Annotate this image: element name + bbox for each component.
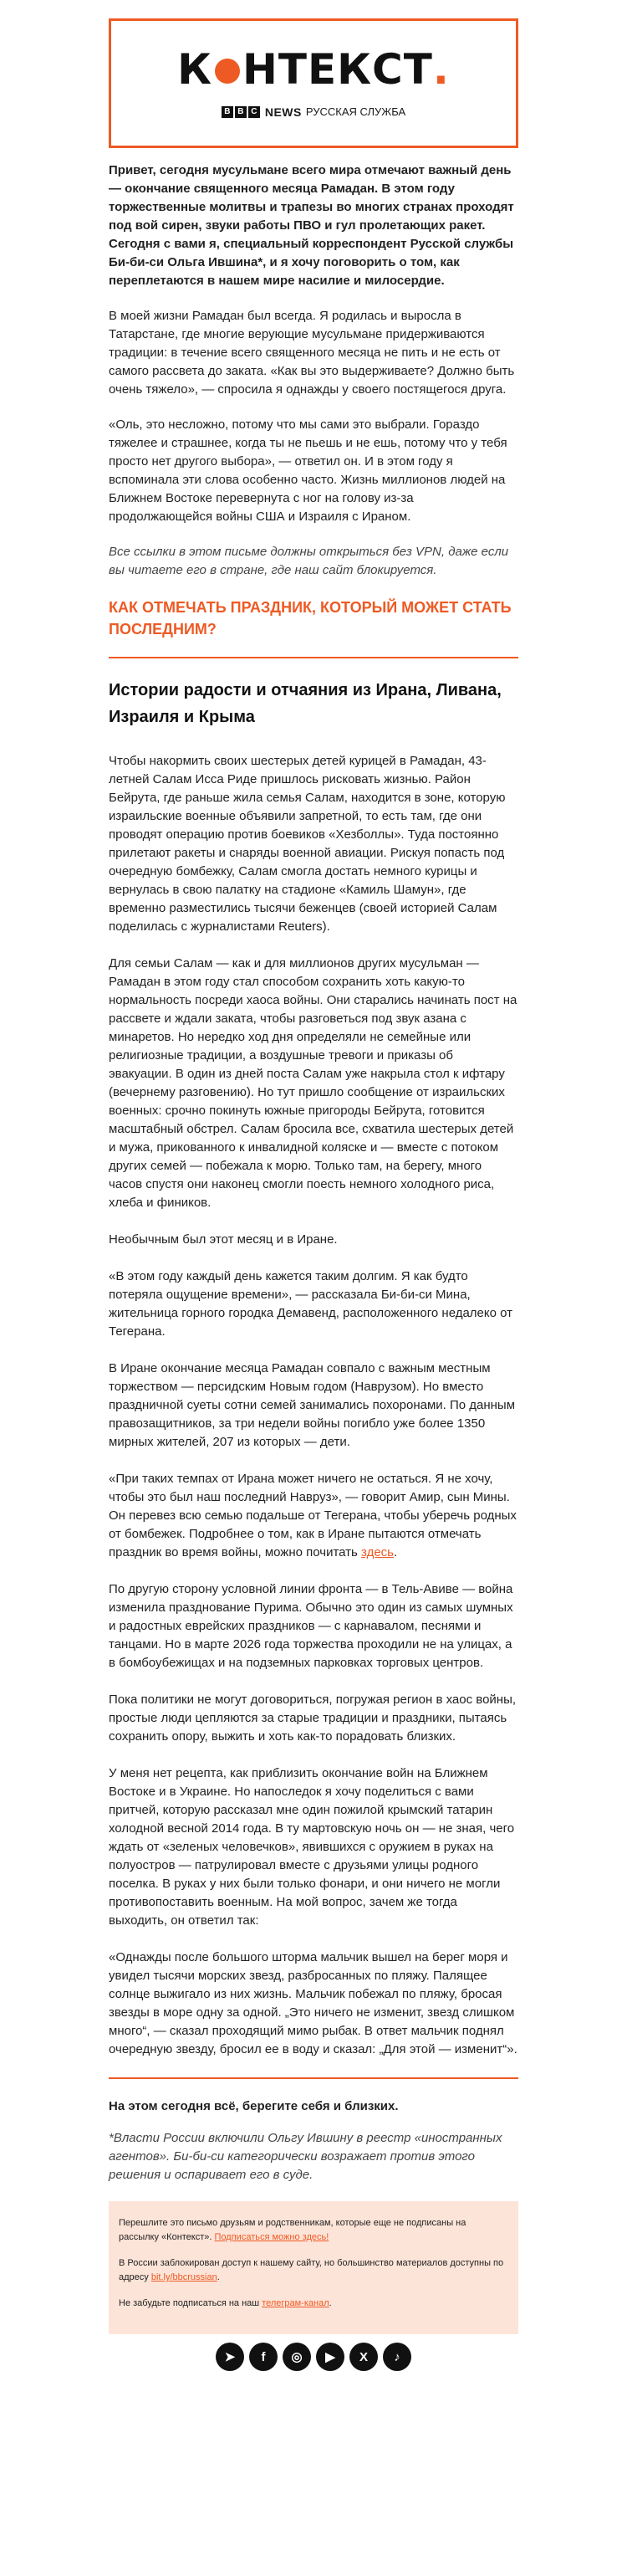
amir-quote-text: «При таких темпах от Ирана может ничего не остаться. Я не хочу, чтобы это был наш последний Навруз», — говорит Амир, сын Мины. Он перевез всю семью подальше от Тегерана, чтобы уберечь родных от бомбежек. Подробнее о том, как в Иране пытаются отмечать праздник во время войны, можно почитать — [109, 1472, 517, 1559]
cta-headline-link[interactable]: КАК ОТМЕЧАТЬ ПРАЗДНИК, КОТОРЫЙ МОЖЕТ СТАТЬ ПОСЛЕДНИМ? — [109, 599, 512, 638]
body-paragraph: У меня нет рецепта, как приблизить окончание войн на Ближнем Востоке и в Украине. Но напоследок я хочу поделиться с вами притчей, которую рассказал мне один пожилой крымский татарин холодной весной 2014 года. В ту мартовскую ночь он — не зная, чего ждать от «зеленых человечков», явившихся с оружием в руках на полуостров — патрулировал вместе с друзьями улицы родного поселка. В руках у них были только фонари, и они ничего не могли противопоставить военным. На мой вопрос, зачем же тогда выходить, он ответил так: — [109, 1766, 515, 1928]
parable-paragraph: «Однажды после большого шторма мальчик вышел на берег моря и увидел тысячи морских звезд, разбросанных по пляжу. Палящее солнце выжигало из них жизнь. Мальчик побежал по пляжу, бросая звезды в море одну за одной. „Это ничего не изменит, звезд слишком много“, — сказал проходящий мимо рыбак. В ответ мальчик поднял очередную звезду, бросил ее в воду и сказал: „Для этой — изменит“». — [109, 1950, 517, 2056]
article-body — [109, 752, 518, 2059]
logo-orange-o — [215, 59, 240, 84]
x-icon[interactable]: X — [349, 2343, 378, 2371]
body-paragraph: Чтобы накормить своих шестерых детей курицей в Рамадан, 43-летней Салам Исса Риде пришлось рисковать жизнью. Район Бейрута, где раньше жила семья Салам, находится в зоне, которую израильские военные объявили запретной, то есть там, где они проводят операцию против боевиков «Хезболлы». Туда постоянно прилетают ракеты и снаряды военной авиации. Рискуя попасть под очередную бомбежку, Салам смогла достать немного курицы и вернулась в свою палатку на стадионе «Камиль Шамун», где временно разместились тысячи беженцев (своей историей Салам поделилась с журналистами Reuters). — [109, 754, 506, 934]
body-paragraph: Пока политики не могут договориться, погружая регион в хаос войны, простые люди цепляются за старые традиции и праздники, пытаясь сохранить опору, выжить и хоть как-то порадовать близких. — [109, 1693, 517, 1744]
footer-telegram-text: Не забудьте подписаться на наш — [119, 2298, 263, 2308]
bbc-service-label: РУССКАЯ СЛУЖБА — [305, 105, 406, 118]
section-divider — [109, 657, 518, 658]
bbc-block-b1: B — [222, 106, 233, 118]
footer-blocked — [119, 2256, 508, 2285]
body-paragraph: Для семьи Салам — как и для миллионов других мусульман — Рамадан в этом году стал способом сохранить хоть какую-то нормальность посреди хаоса войны. Они старались начинать пост на рассвете и ждали заката, чтобы разговеться под звук азана с минаретов. Но нередко ход дня определяли не семейные или религиозные традиции, а воздушные тревоги и приказы об эвакуации. В один из дней поста Салам уже накрыла стол к ифтару (вечернему разговению). Но тут пришло сообщение от израильских военных: срочно покинуть южные пригороды Бейрута, готовится масштабный обстрел. Салам бросила все, схватила шестерых детей и мужа, прикованного к инвалидной коляске и — вместе с потоком других семей — побежала к морю. Только там, на берегу, много часов спустя они наконец смогли поесть немного холодного риса, хлеба и фиников. — [109, 956, 517, 1210]
section-title: Истории радости и отчаяния из Ирана, Ливана, Израиля и Крыма — [109, 681, 502, 726]
body-paragraph: В Иране окончание месяца Рамадан совпало с важным местным торжеством — персидским Новым годом (Наврузом). Но вместо праздничной суеты сотни семей занимались похоронами. По данным правозащитников, за три недели войны погибло уже более 1350 мирных жителей, 207 из которых — дети. — [109, 1361, 516, 1449]
telegram-icon[interactable]: ➤ — [216, 2343, 244, 2371]
footer-forward-text: Перешлите это письмо друзьям и родственникам, которые еще не подписаны на рассылку «Контекст». — [119, 2218, 466, 2242]
logo-dot: . — [432, 44, 450, 94]
footer-blocked-text: В России заблокирован доступ к нашему сайту, но большинство материалов доступны по адресу — [119, 2258, 504, 2282]
bbc-blocks — [222, 106, 260, 118]
subscribe-link[interactable]: Подписаться можно здесь! — [214, 2232, 329, 2242]
body-paragraph: По другую сторону условной линии фронта — в Тель-Авиве — война изменила празднование Пурима. Обычно это один из самых шумных и радостных еврейских праздников — с карнавалом, песнями и танцами. Но в марте 2026 года торжества проходили не на улицах, а в бомбоубежищах и на подземных парковках торговых центров. — [109, 1582, 513, 1670]
footer-telegram-end: . — [329, 2298, 332, 2308]
bbc-news-label: NEWS — [264, 105, 302, 119]
footer-forward — [119, 2216, 508, 2245]
amir-quote-paragraph — [109, 1470, 518, 1562]
tiktok-icon[interactable]: ♪ — [383, 2343, 411, 2371]
logo-text-end: НТЕКСТ — [242, 44, 433, 94]
amir-quote-end: . — [394, 1545, 398, 1559]
kontekst-logo[interactable] — [177, 44, 450, 94]
newsletter-header — [109, 18, 518, 148]
intro-lead: Привет, сегодня мусульмане всего мира отмечают важный день — окончание священного месяца Рамадан. В этом году торжественные молитвы и трапезы во многих странах проходят под вой сирен, звуки работы ПВО и гул пролетающих ракет. Сегодня с вами я, специальный корреспондент Русской службы Би-би-си Ольга Ившина*, и я хочу поговорить о том, как переплетаются в нашем мире насилие и милосердие. — [109, 163, 514, 288]
bitly-link[interactable]: bit.ly/bbcrussian — [150, 2272, 217, 2282]
iran-story-link[interactable]: здесь — [361, 1545, 394, 1559]
footer-telegram — [119, 2297, 508, 2311]
bbc-block-c: C — [248, 106, 260, 118]
vpn-note: Все ссылки в этом письме должны открыться без VPN, даже если вы читаете его в стране, где наш сайт блокируется. — [109, 545, 509, 577]
bbc-russian-logo[interactable] — [222, 105, 405, 119]
intro-paragraph-1: В моей жизни Рамадан был всегда. Я родилась и выросла в Татарстане, где многие верующие мусульмане придерживаются традиции: в течение всего священного месяца не пить и не есть от самого рассвета до заката. «Как вы это выдерживаете? Должно быть очень тяжело», — спросила я однажды у своего постящегося друга. — [109, 309, 515, 397]
logo-text-start: К — [177, 44, 213, 94]
youtube-icon[interactable]: ▶ — [316, 2343, 344, 2371]
body-paragraph: Необычным был этот месяц и в Иране. — [109, 1232, 338, 1247]
instagram-icon[interactable]: ◎ — [283, 2343, 311, 2371]
footer-blocked-end: . — [217, 2272, 220, 2282]
telegram-channel-link[interactable]: телеграм-канал — [262, 2298, 329, 2308]
footer-box — [109, 2201, 518, 2334]
intro-paragraph-2: «Оль, это несложно, потому что мы сами это выбрали. Гораздо тяжелее и страшнее, когда ты не пьешь и не ешь, потому что у тебя просто нет другого выбора», — ответил он. И в этом году я вспоминала эти слова особенно часто. Жизнь миллионов людей на Ближнем Востоке перевернута с ног на голову из-за продолжающейся войны США и Израиля с Ираном. — [109, 417, 507, 524]
facebook-icon[interactable]: f — [249, 2343, 278, 2371]
outro-divider — [109, 2077, 518, 2079]
outro-bye: На этом сегодня всё, берегите себя и близких. — [109, 2099, 399, 2113]
foreign-agent-disclaimer: *Власти России включили Ольгу Ившину в реестр «иностранных агентов». Би-би-си категорически возражает против этого решения и оспаривает его в суде. — [109, 2131, 502, 2182]
social-icons — [109, 2343, 518, 2371]
body-paragraph: «В этом году каждый день кажется таким долгим. Я как будто потеряла ощущение времени», — рассказала Би-би-си Мина, жительница горного городка Демавенд, расположенного недалеко от Тегерана. — [109, 1269, 513, 1339]
bbc-block-b2: B — [235, 106, 247, 118]
